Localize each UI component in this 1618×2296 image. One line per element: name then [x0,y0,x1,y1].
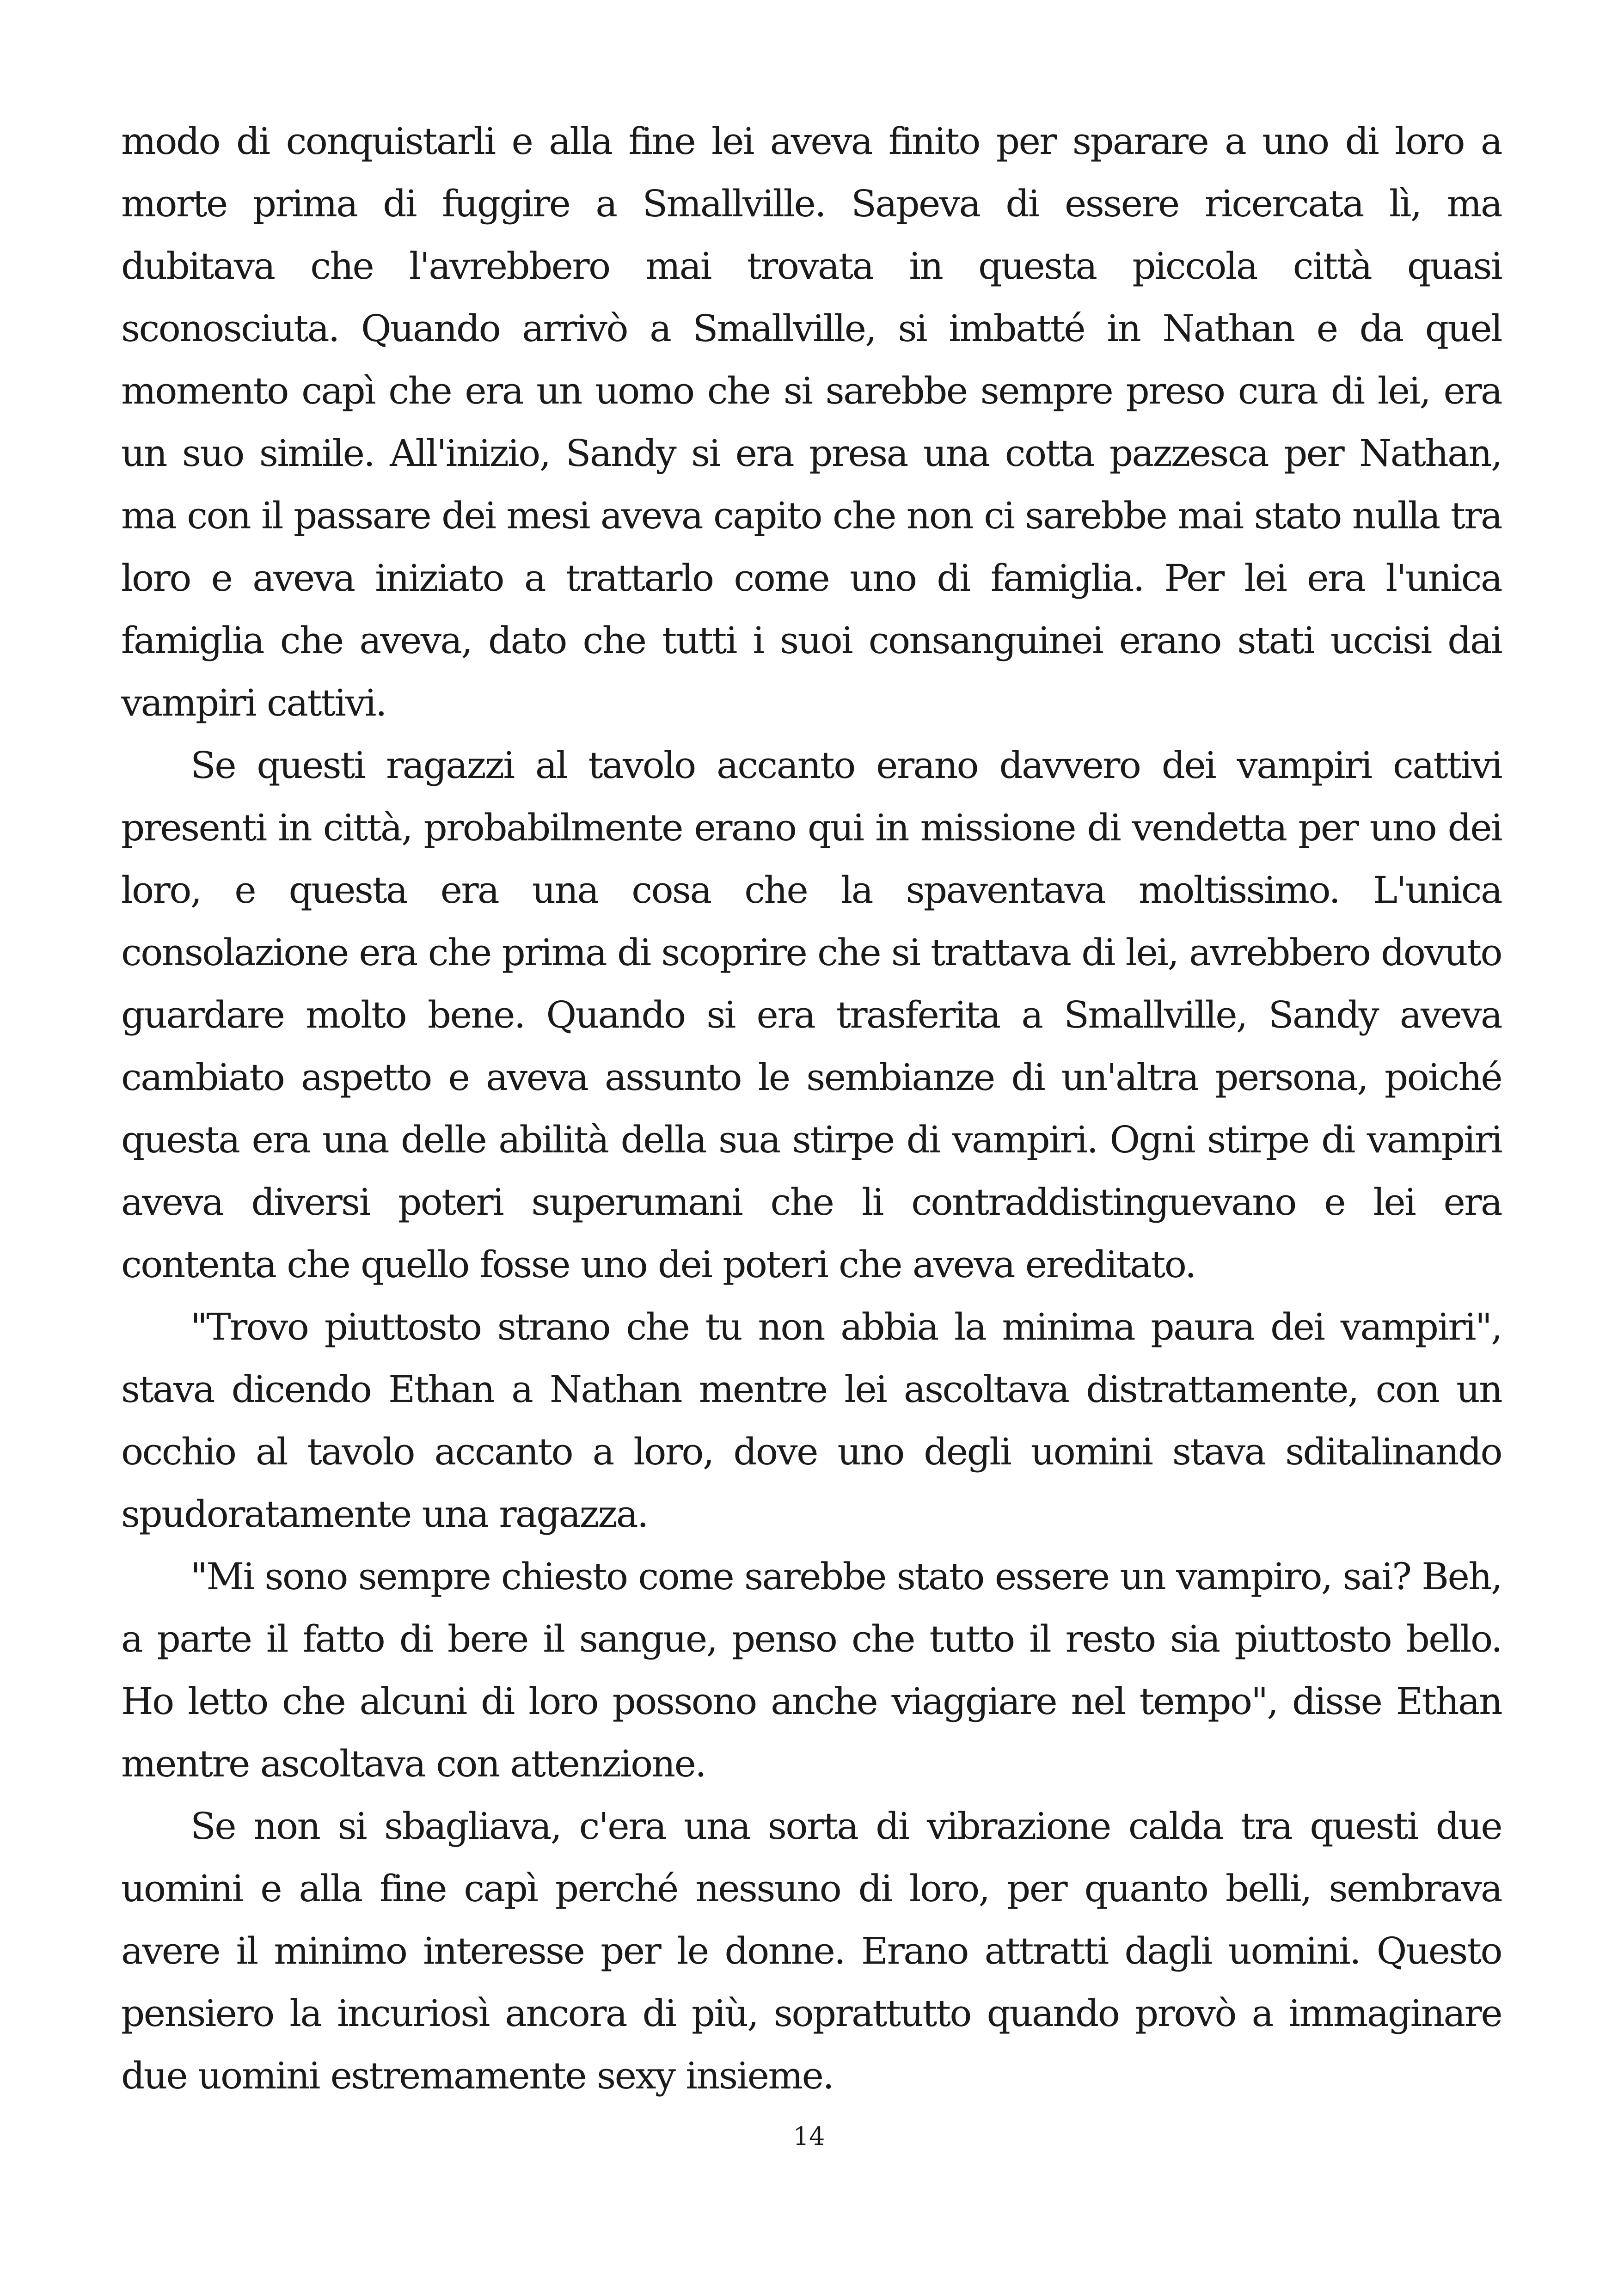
paragraph-4: "Mi sono sempre chiesto come sarebbe stato essere un vampiro, sai? Beh, a parte il fatto di bere il sangue, penso che tutto il resto sia piuttosto bello. Ho letto che alcuni di loro possono anche viaggiare nel tempo", disse Ethan mentre ascoltava con attenzione. [121,1555,1502,1785]
page-body [121,110,1502,2144]
paragraph-2: Se questi ragazzi al tavolo accanto erano davvero dei vampiri cattivi presenti in città, probabilmente erano qui in missione di vendetta per uno dei loro, e questa era una cosa che la spaventava moltissimo. L'unica consolazione era che prima di scoprire che si trattava di lei, avrebbero dovuto guardare molto bene. Quando si era trasferita a Smallville, Sandy aveva cambiato aspetto e aveva assunto le sembianze di un'altra persona, poiché questa era una delle abilità della sua stirpe di vampiri. Ogni stirpe di vampiri aveva diversi poteri superumani che li contraddistinguevano e lei era contenta che quello fosse uno dei poteri che aveva ereditato. [121,744,1502,1286]
paragraph-1: modo di conquistarli e alla fine lei aveva finito per sparare a uno di loro a morte prima di fuggire a Smallville. Sapeva di essere ricercata lì, ma dubitava che l'avrebbero mai trovata in questa piccola città quasi sconosciuta. Quando arrivò a Smallville, si imbatté in Nathan e da quel momento capì che era un uomo che si sarebbe sempre preso cura di lei, era un suo simile. All'inizio, Sandy si era presa una cotta pazzesca per Nathan, ma con il passare dei mesi aveva capito che non ci sarebbe mai stato nulla tra loro e aveva iniziato a trattarlo come uno di famiglia. Per lei era l'unica famiglia che aveva, dato che tutti i suoi consanguinei erano stati uccisi dai vampiri cattivi. [121,120,1502,724]
paragraph-3: "Trovo piuttosto strano che tu non abbia la minima paura dei vampiri", stava dicendo Ethan a Nathan mentre lei ascoltava distrattamente, con un occhio al tavolo accanto a loro, dove uno degli uomini stava sditalinando spudoratamente una ragazza. [121,1305,1502,1536]
page-number: 14 [793,2122,825,2151]
paragraph-5: Se non si sbagliava, c'era una sorta di vibrazione calda tra questi due uomini e alla fine capì perché nessuno di loro, per quanto belli, sembrava avere il minimo interesse per le donne. Erano attratti dagli uomini. Questo pensiero la incuriosì ancora di più, soprattutto quando provò a immaginare due uomini estremamente sexy insieme. [121,1805,1502,2097]
